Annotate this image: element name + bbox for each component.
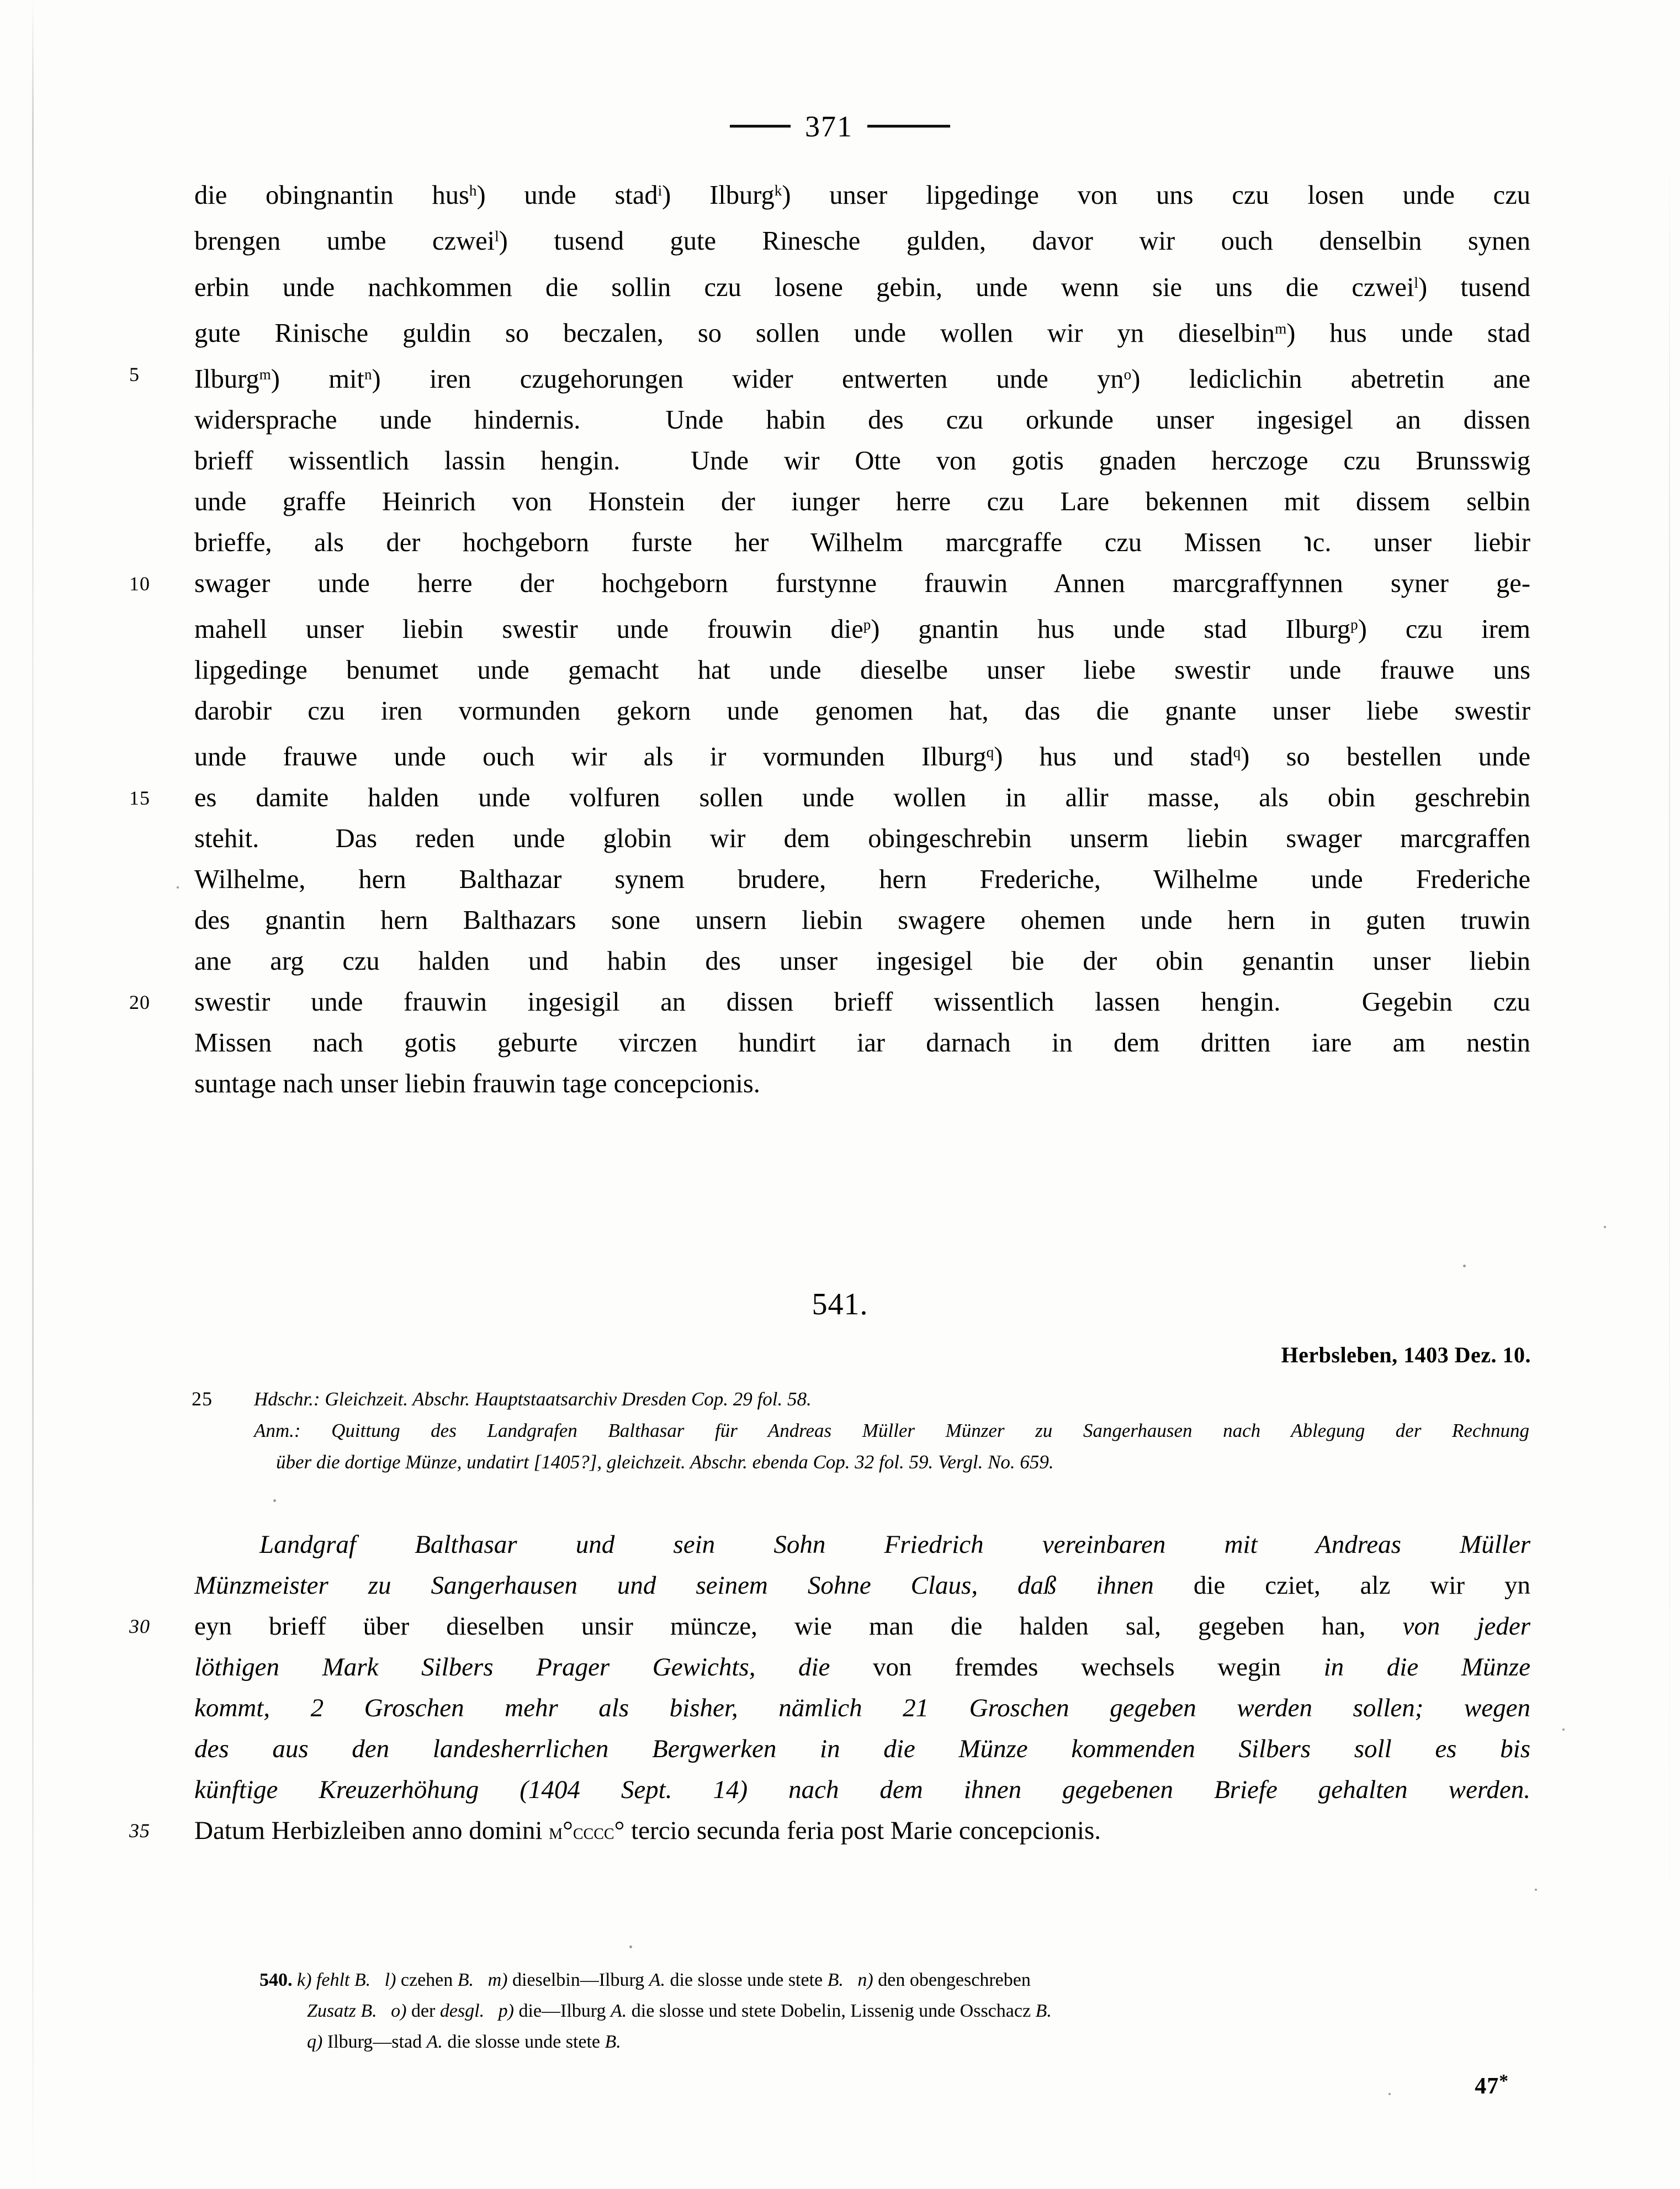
signature-mark [1475, 2071, 1509, 2100]
line-text: Anm.: Quittung des Landgrafen Balthasar für Andreas Müller Münzer zu Sangerhausen nach Ablegung der Rechnung [254, 1420, 1529, 1441]
line-text: eyn brieff über dieselben unsir müncze, wie man die halden sal, gegeben han, von jeder [194, 1612, 1531, 1641]
line-text: Hdschr.: Gleichzeit. Abschr. Hauptstaatsarchiv Dresden Cop. 29 fol. 58. [254, 1388, 812, 1410]
document-place-date: Herbsleben, 1403 Dez. 10. [1281, 1342, 1531, 1367]
charter-540-text [129, 170, 1530, 1104]
signature-number: 47 [1475, 2073, 1499, 2099]
charter-line [194, 216, 1530, 262]
charter-line [194, 482, 1530, 522]
signature-star: * [1499, 2071, 1509, 2091]
charter-line [194, 604, 1530, 650]
charter-line [194, 818, 1530, 859]
footnote-line [259, 2027, 1524, 2058]
charter-line [194, 941, 1530, 982]
line-text: es damite halden unde volfuren sollen unde wollen in allir masse, als obin geschrebin [194, 783, 1530, 813]
line-number: 20 [129, 991, 150, 1014]
scan-edge-artifact-left [32, 0, 34, 2189]
footnote-line [259, 1996, 1524, 2027]
line-text: widersprache unde hindernis. Unde habin des czu orkunde unser ingesigel an dissen [194, 405, 1530, 435]
line-text: Zusatz B. o) der desgl. p) die—Ilburg A. die slosse und stete Dobelin, Lissenig unde Osschacz B. [307, 2001, 1052, 2021]
line-text: brengen umbe czwei$^l$) tusend gute Rinesche gulden, davor wir ouch denselbin synen [194, 226, 1530, 256]
line-text: gute Rinische guldin so beczalen, so sollen unde wollen wir yn dieselbin$^m$) hus unde stad [194, 318, 1530, 348]
line-text: Wilhelme, hern Balthazar synem brudere, hern Frederiche, Wilhelme unde Frederiche [194, 865, 1530, 895]
charter-line [194, 400, 1530, 441]
charter-line [129, 563, 1530, 604]
charter-line [194, 1064, 1530, 1104]
line-text: des gnantin hern Balthazars sone unsern liebin swagere ohemen unde hern in guten truwin [194, 906, 1530, 935]
line-number: 15 [129, 787, 150, 810]
charter-line [194, 859, 1530, 900]
charter-line [194, 691, 1530, 732]
line-text: q) Ilburg—stad A. die slosse unde stete B. [307, 2032, 621, 2052]
charter-line [129, 778, 1530, 818]
line-text: Ilburg$^m$) mit$^n$) iren czugehorungen wider entwerten unde yn$^o$) lediclichin abetretin ane [194, 364, 1530, 394]
regest-line [194, 1524, 1530, 1565]
scan-speck [1562, 1728, 1565, 1731]
charter-line [194, 170, 1530, 216]
line-number: 10 [129, 573, 150, 595]
charter-line [194, 650, 1530, 691]
scan-edge-artifact-right [1669, 133, 1670, 2065]
footnote-apparatus [259, 1965, 1524, 2058]
scan-speck [177, 886, 179, 889]
charter-line [129, 354, 1530, 400]
line-text: ane arg czu halden und habin des unser ingesigel bie der obin genantin unser liebin [194, 947, 1530, 976]
regest-line [194, 1769, 1530, 1810]
source-line [254, 1446, 1529, 1478]
line-text: Missen nach gotis geburte virczen hundirt iar darnach in dem dritten iare am nestin [194, 1028, 1530, 1058]
regest-line [194, 1565, 1530, 1606]
line-number: 30 [129, 1615, 150, 1637]
running-head [0, 109, 1680, 144]
regest-line [129, 1810, 1530, 1852]
regest-line [194, 1728, 1530, 1769]
line-text: erbin unde nachkommen die sollin czu losene gebin, unde wenn sie uns die czwei$^l$) tusend [194, 272, 1530, 302]
regest-541-text [129, 1524, 1531, 1852]
source-line [192, 1383, 1529, 1415]
line-number: 25 [192, 1388, 213, 1410]
footnote-line [259, 1965, 1524, 1996]
line-text: lipgedinge benumet unde gemacht hat unde dieselbe unser liebe swestir unde frauwe uns [194, 655, 1530, 685]
charter-line [194, 262, 1530, 308]
line-text: löthigen Mark Silbers Prager Gewichts, die von fremdes wechsels wegin in die Münze [194, 1653, 1531, 1682]
line-text: brieffe, als der hochgeborn furste her Wilhelm marcgraffe czu Missen ℩c. unser liebir [194, 528, 1530, 558]
line-text: unde graffe Heinrich von Honstein der iunger herre czu Lare bekennen mit dissem selbin [194, 487, 1530, 517]
running-head-rule-right [867, 125, 950, 128]
line-text: stehit. Das reden unde globin wir dem obingeschrebin unserm liebin swager marcgraffen [194, 824, 1530, 854]
regest-line [194, 1647, 1530, 1688]
scan-speck [629, 1945, 632, 1948]
line-text: Landgraf Balthasar und sein Sohn Friedrich vereinbaren mit Andreas Müller [259, 1530, 1530, 1559]
line-text: Datum Herbizleiben anno domini m°cccc° tercio secunda feria post Marie concepcionis. [194, 1816, 1101, 1845]
line-number: 35 [129, 1820, 150, 1842]
line-text: mahell unser liebin swestir unde frouwin die$^p$) gnantin hus unde stad Ilburg$^p$) czu irem [194, 615, 1530, 644]
page-number: 371 [805, 110, 853, 143]
line-text: unde frauwe unde ouch wir als ir vormunden Ilburg$^q$) hus und stad$^q$) so bestellen unde [194, 742, 1530, 772]
document-number-heading: 541. [812, 1287, 868, 1321]
charter-line [129, 982, 1530, 1023]
scan-speck [1463, 1265, 1466, 1267]
line-text: swager unde herre der hochgeborn furstynne frauwin Annen marcgraffynnen syner ge- [194, 569, 1530, 599]
charter-line [194, 1023, 1530, 1064]
charter-line [194, 308, 1530, 354]
regest-line [194, 1688, 1530, 1728]
running-head-rule-left [730, 125, 791, 128]
line-text: Münzmeister zu Sangerhausen und seinem Sohne Claus, daß ihnen die cziet, alz wir yn [194, 1571, 1530, 1600]
line-text: kommt, 2 Groschen mehr als bisher, nämlich 21 Groschen gegeben werden sollen; wegen [194, 1694, 1530, 1722]
line-text: suntage nach unser liebin frauwin tage concepcionis. [194, 1069, 760, 1099]
line-text: brieff wissentlich lassin hengin. Unde wir Otte von gotis gnaden herczoge czu Brunsswig [194, 446, 1530, 476]
scan-speck [273, 1499, 276, 1502]
scan-speck [1388, 2093, 1391, 2095]
line-number: 5 [129, 363, 140, 385]
source-line [254, 1415, 1529, 1446]
line-text: 540. k) fehlt B. l) czehen B. m) dieselbin—Ilburg A. die slosse unde stete B. n) den obengeschreben [259, 1970, 1031, 1990]
line-text: künftige Kreuzerhöhung (1404 Sept. 14) nach dem ihnen gegebenen Briefe gehalten werden. [194, 1775, 1530, 1804]
regest-line [129, 1606, 1531, 1647]
charter-line [194, 441, 1530, 482]
line-text: des aus den landesherrlichen Bergwerken in die Münze kommenden Silbers soll es bis [194, 1735, 1530, 1763]
line-text: darobir czu iren vormunden gekorn unde genomen hat, das die gnante unser liebe swestir [194, 696, 1530, 726]
source-annotation-block [192, 1383, 1529, 1478]
charter-line [194, 522, 1530, 563]
line-text: die obingnantin hus$^h$) unde stad$^i$) Ilburg$^k$) unser lipgedinge von uns czu losen unde czu [194, 181, 1530, 210]
line-text: über die dortige Münze, undatirt [1405?], gleichzeit. Abschr. ebenda Cop. 32 fol. 59. Vergl. No. 659. [276, 1451, 1054, 1473]
scan-speck [1604, 1226, 1606, 1228]
line-text: swestir unde frauwin ingesigil an dissen brieff wissentlich lassen hengin. Gegebin czu [194, 987, 1530, 1017]
charter-line [194, 900, 1530, 941]
scan-speck [1535, 1889, 1537, 1891]
charter-line [194, 732, 1530, 778]
